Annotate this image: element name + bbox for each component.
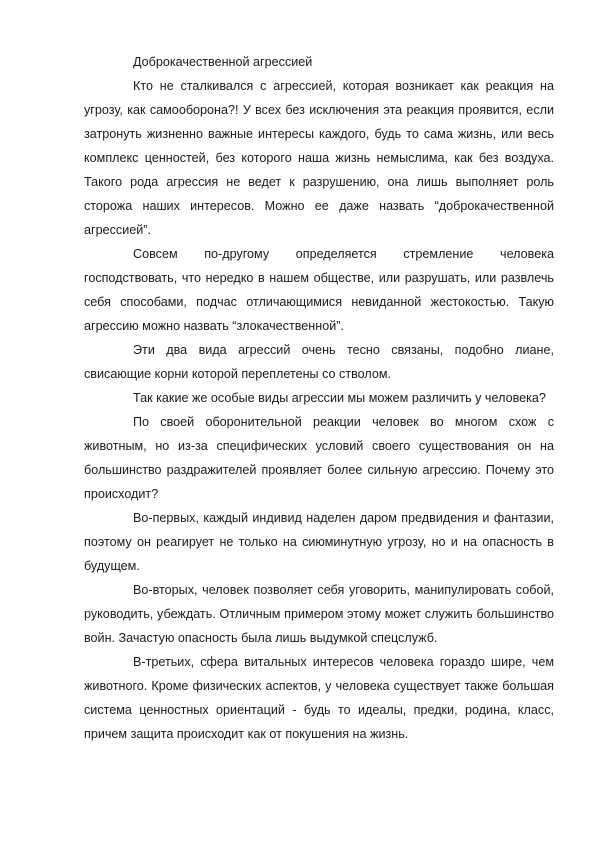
paragraph-1: Кто не сталкивался с агрессией, которая возникает как реакция на угрозу, как самооборона?! У всех без исключения эта реакция проявится, если затронуть жизненно важные интересы каждого, будь то сама жизнь, или весь комплекс ценностей, без которого наша жизнь немыслима, как без воздуха. Такого рода агрессия не ведет к разрушению, она лишь выполняет роль сторожа наших интересов. Можно ее даже назвать “доброкачественной агрессией”.: [84, 79, 554, 237]
document-body: [84, 50, 554, 746]
paragraph-5: По своей оборонительной реакции человек во многом схож с животным, но из-за специфических условий своего существования он на большинство раздражителей проявляет более сильную агрессию. Почему это происходит?: [84, 415, 554, 501]
paragraph-2: Совсем по-другому определяется стремление человека господствовать, что нередко в нашем обществе, или разрушать, или развлечь себя способами, подчас отличающимися невиданной жестокостью. Такую агрессию можно назвать “злокачественной”.: [84, 247, 554, 333]
document-title: Доброкачественной агрессией: [133, 55, 313, 69]
paragraph-4: Так какие же особые виды агрессии мы можем различить у человека?: [133, 391, 546, 405]
paragraph-3: Эти два вида агрессий очень тесно связаны, подобно лиане, свисающие корни которой переплетены со стволом.: [84, 343, 554, 381]
paragraph-8: В-третьих, сфера витальных интересов человека гораздо шире, чем животного. Кроме физических аспектов, у человека существует также большая система ценностных ориентаций - будь то идеалы, предки, родина, класс, причем защита происходит как от покушения на жизнь.: [84, 655, 554, 741]
paragraph-6: Во-первых, каждый индивид наделен даром предвидения и фантазии, поэтому он реагирует не только на сиюминутную угрозу, но и на опасность в будущем.: [84, 511, 554, 573]
paragraph-7: Во-вторых, человек позволяет себя уговорить, манипулировать собой, руководить, убеждать. Отличным примером этому может служить большинство войн. Зачастую опасность была лишь выдумкой спецслужб.: [84, 583, 554, 645]
